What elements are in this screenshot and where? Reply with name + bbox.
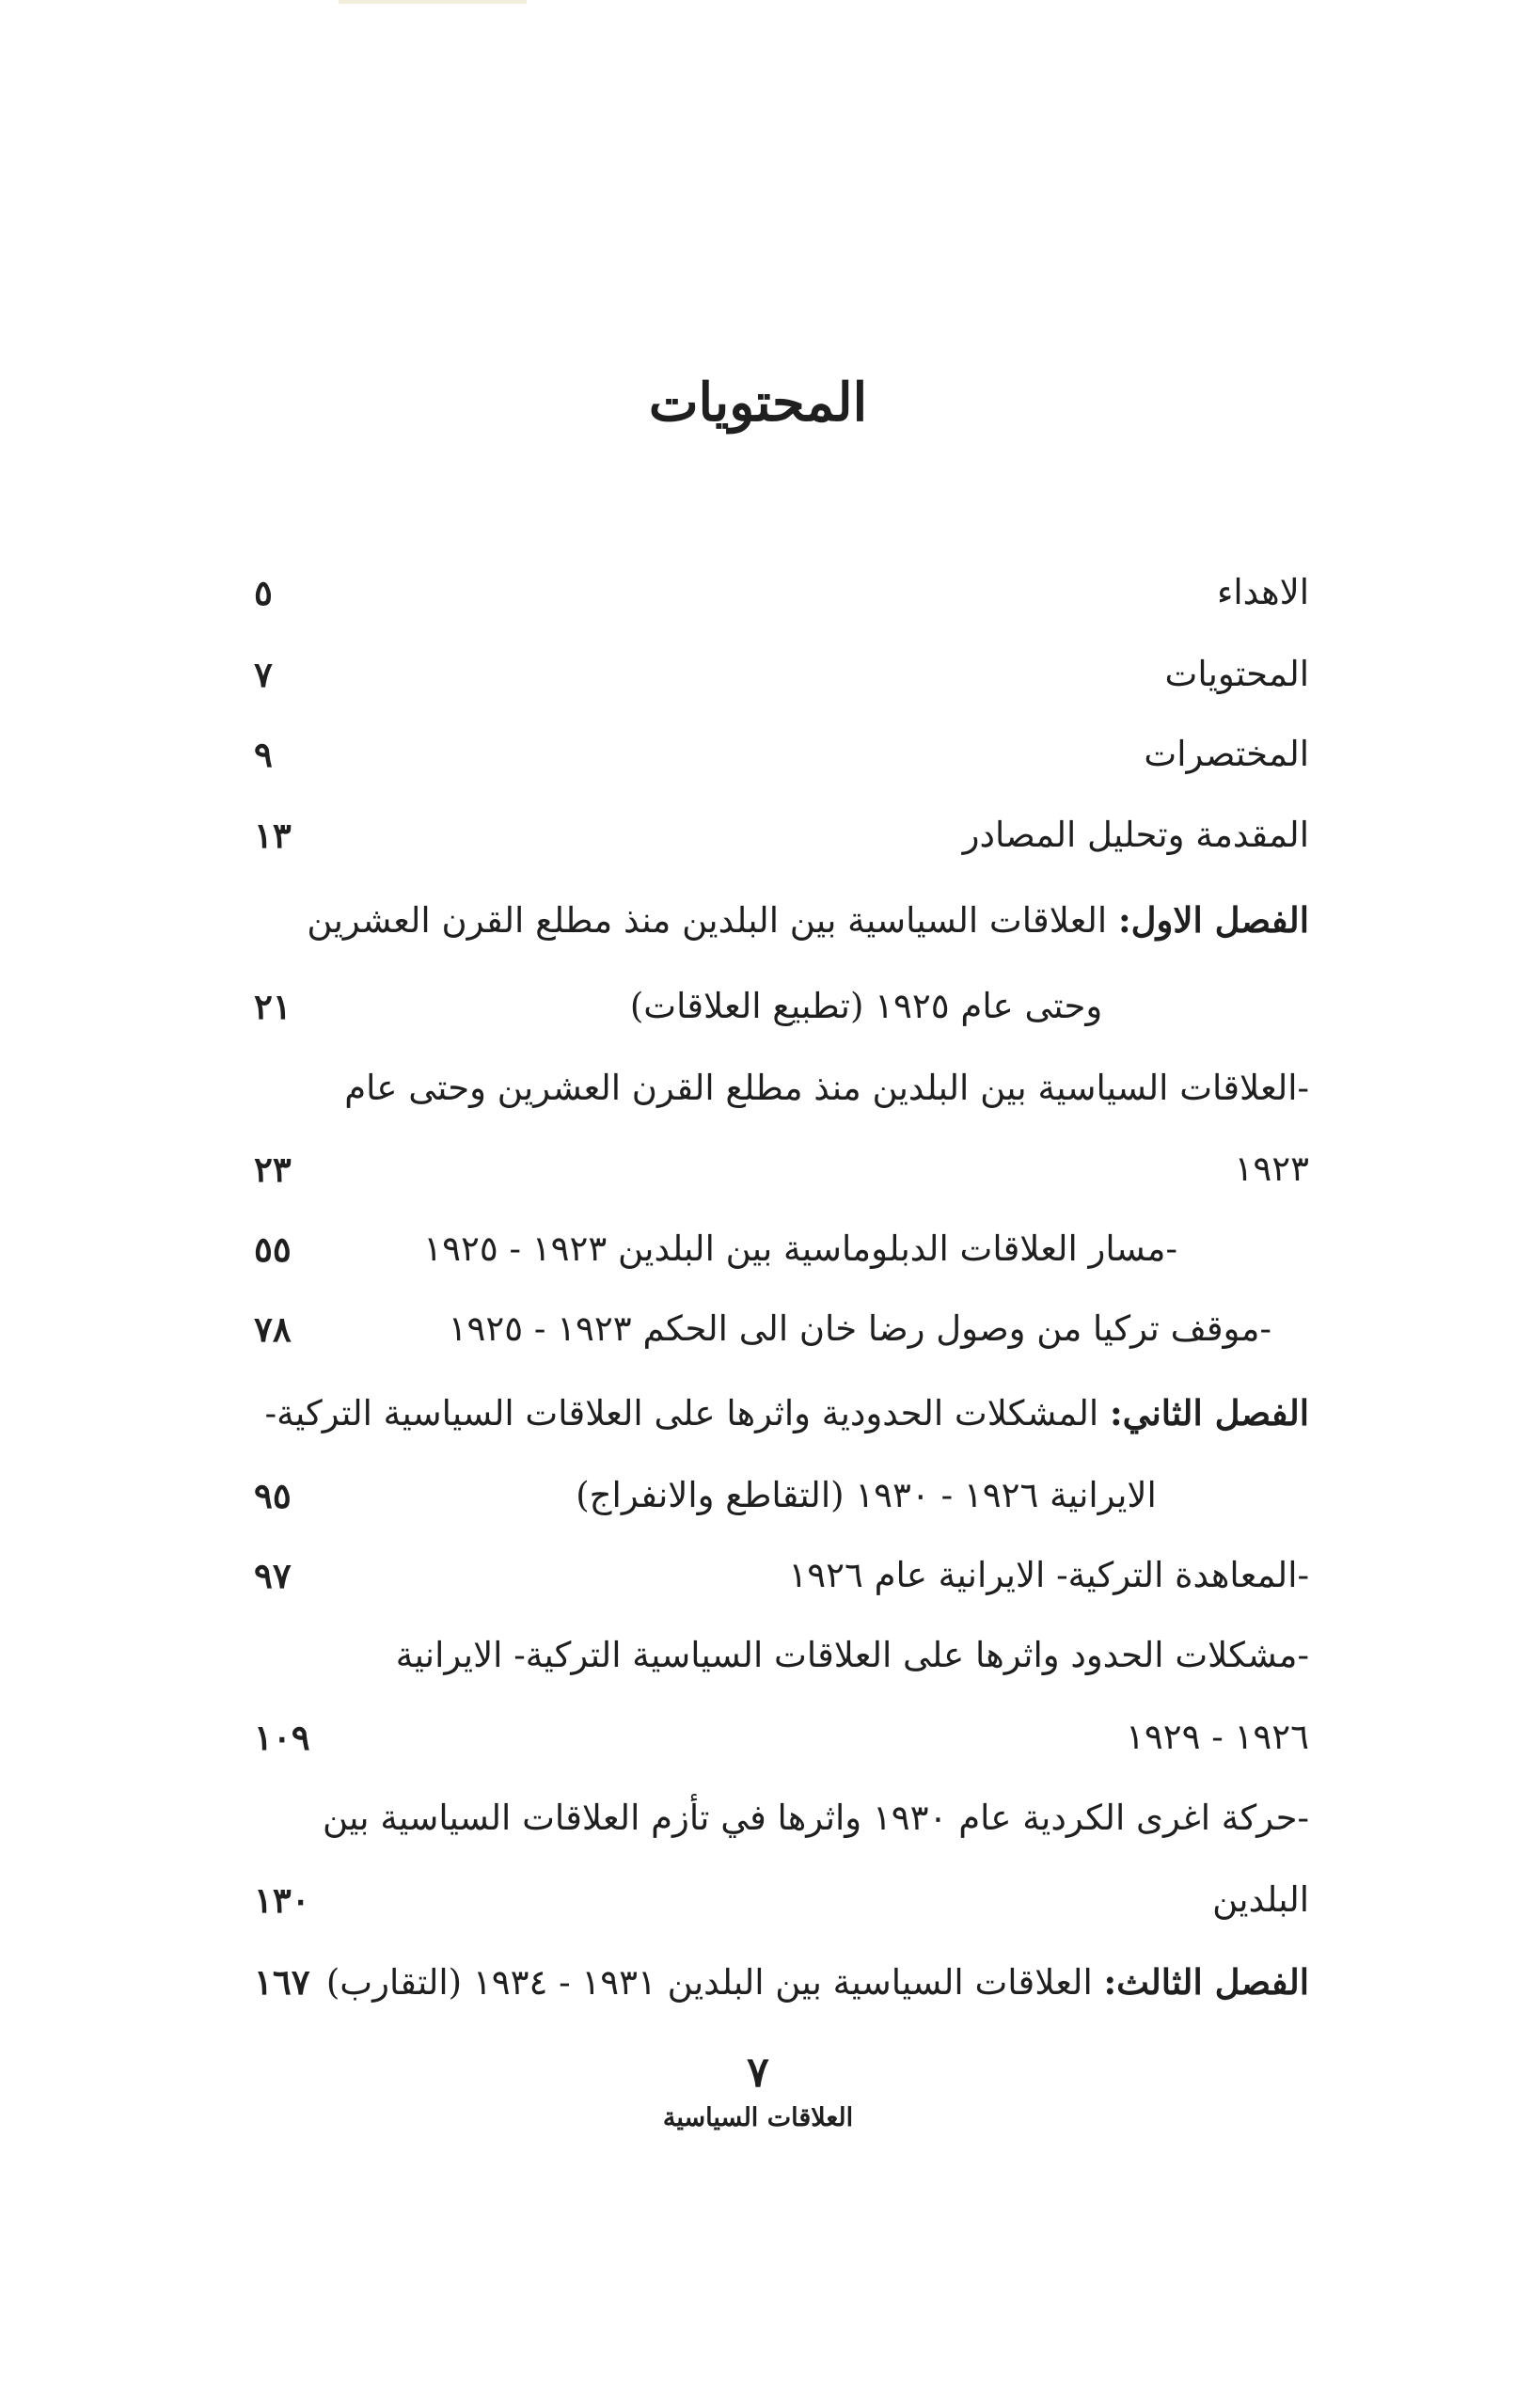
page-title: المحتويات	[648, 372, 868, 434]
chapter-label: الفصل الاول:	[1117, 899, 1309, 941]
toc-entry-text: -موقف تركيا من وصول رضا خان الى الحكم ١٩٢٣ - ١٩٢٥	[448, 1308, 1271, 1349]
toc-entry-page: ١٣	[254, 815, 292, 856]
table-of-contents	[254, 0, 1309, 2069]
chapter-title: العلاقات السياسية بين البلدين ١٩٣١ - ١٩٣٤ (التقارب)	[325, 1962, 1104, 2003]
toc-entry-text: ١٩٢٦ - ١٩٢٩	[1125, 1717, 1309, 1757]
chapter-label: الفصل الثاني:	[1109, 1392, 1309, 1434]
toc-entry-text: الاهداء	[1217, 572, 1309, 612]
toc-entry-page: ٥٥	[254, 1228, 292, 1270]
toc-entry-text: -المعاهدة التركية- الايرانية عام ١٩٢٦	[788, 1555, 1309, 1595]
toc-entry	[254, 1296, 1309, 1362]
toc-entry	[254, 721, 1309, 787]
toc-entry-page: ٩٥	[254, 1475, 292, 1516]
toc-entry-text: المختصرات	[1144, 734, 1309, 774]
toc-entry	[254, 1055, 1309, 1121]
toc-entry-text: المحتويات	[1164, 654, 1309, 694]
toc-entry-text	[307, 887, 1309, 954]
toc-entry-page: ١٦٧	[254, 1961, 310, 2003]
toc-entry	[254, 560, 1309, 626]
toc-chapter-heading	[254, 1380, 1309, 1446]
toc-chapter-heading	[254, 887, 1309, 953]
toc-entry	[254, 642, 1309, 707]
toc-entry-text	[325, 1949, 1309, 2016]
toc-entry-page: ٩٧	[254, 1555, 292, 1596]
toc-entry-text	[264, 1380, 1309, 1447]
toc-entry-page: ٧	[254, 654, 273, 695]
toc-entry-page: ٢١	[254, 986, 292, 1027]
toc-chapter-heading	[254, 1949, 1309, 2015]
chapter-label: الفصل الثالث:	[1103, 1961, 1309, 2003]
toc-entry	[254, 802, 1309, 868]
toc-entry-text: -مشكلات الحدود واثرها على العلاقات السياسية التركية- الايرانية	[395, 1635, 1309, 1675]
toc-entry-page: ٢٣	[254, 1149, 292, 1190]
toc-entry-text: البلدين	[1212, 1879, 1309, 1920]
toc-entry-continuation	[254, 1136, 1309, 1202]
toc-entry-page: ٥	[254, 572, 273, 613]
toc-entry-text: -حركة اغرى الكردية عام ١٩٣٠ واثرها في تأزم العلاقات السياسية بين	[322, 1798, 1309, 1838]
toc-entry	[254, 1216, 1309, 1282]
toc-entry	[254, 1785, 1309, 1851]
toc-entry-page: ٧٨	[254, 1308, 292, 1350]
toc-entry-continuation	[254, 1867, 1309, 1933]
toc-entry-text: -مسار العلاقات الدبلوماسية بين البلدين ١٩٢٣ - ١٩٢٥	[423, 1228, 1177, 1269]
page-number: ٧	[747, 2049, 769, 2097]
toc-entry-page: ١٣٠	[254, 1879, 310, 1921]
toc-entry-text: الايرانية ١٩٢٦ - ١٩٣٠ (التقاطع والانفراج)	[576, 1475, 1157, 1515]
toc-entry-continuation	[254, 1704, 1309, 1770]
toc-entry-text: المقدمة وتحليل المصادر	[962, 815, 1309, 855]
toc-entry-text: وحتى عام ١٩٢٥ (تطبيع العلاقات)	[629, 986, 1103, 1026]
toc-entry	[254, 1543, 1309, 1608]
chapter-title: العلاقات السياسية بين البلدين منذ مطلع القرن العشرين	[307, 900, 1118, 941]
toc-entry-continuation	[254, 1463, 1309, 1529]
toc-entry-page: ١٠٩	[254, 1717, 310, 1758]
toc-entry-continuation	[254, 974, 1309, 1039]
toc-entry	[254, 1623, 1309, 1688]
running-title: العلاقات السياسية	[662, 2103, 854, 2132]
chapter-title: المشكلات الحدودية واثرها على العلاقات السياسية التركية-	[264, 1393, 1110, 1434]
toc-entry-page: ٩	[254, 734, 273, 775]
toc-entry-text: ١٩٢٣	[1234, 1149, 1309, 1189]
toc-entry-text: -العلاقات السياسية بين البلدين منذ مطلع القرن العشرين وحتى عام	[344, 1068, 1309, 1108]
